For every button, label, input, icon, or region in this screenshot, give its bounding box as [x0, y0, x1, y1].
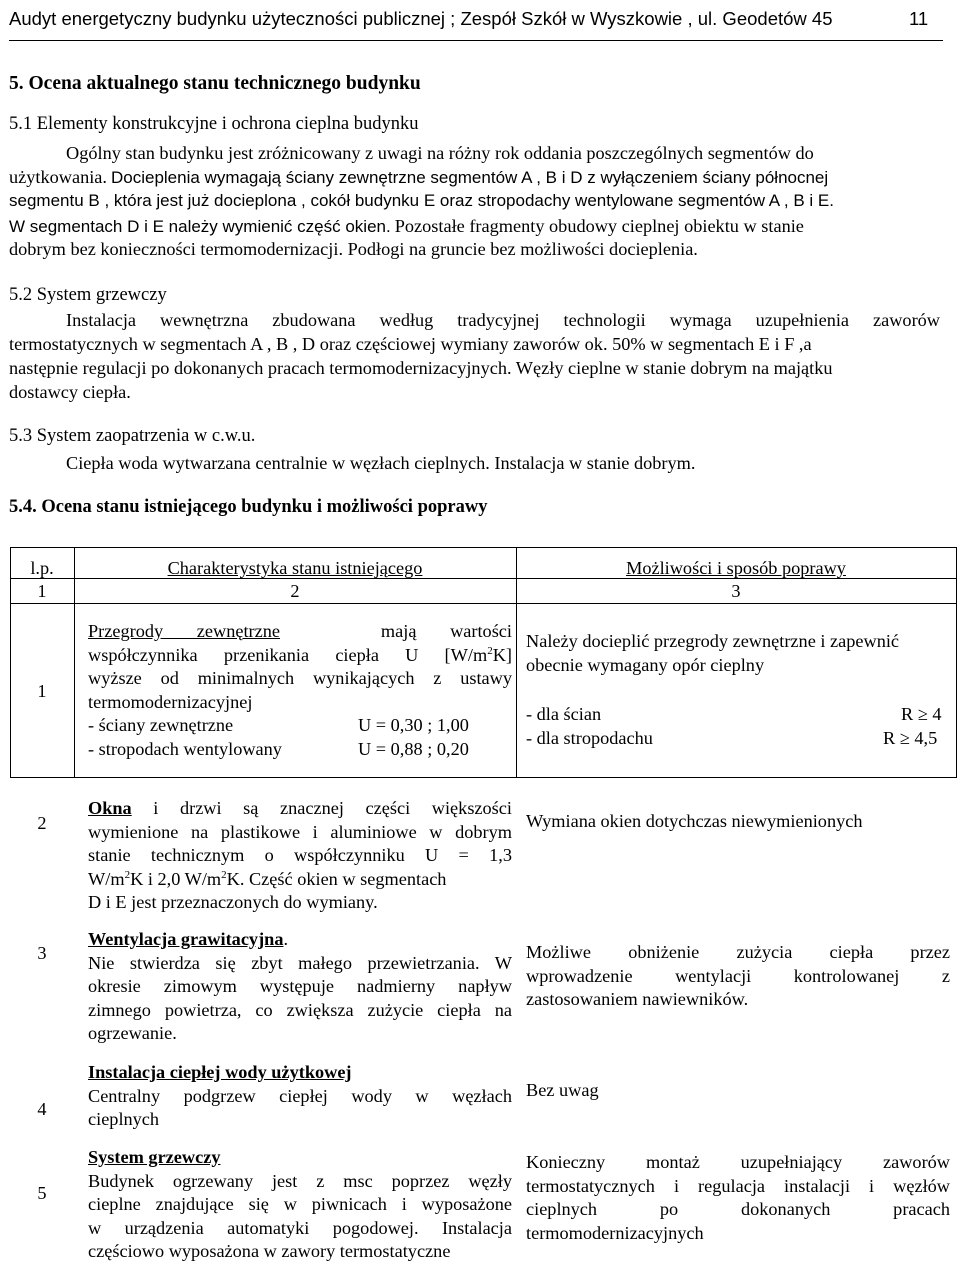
row-3-left-line-4: zimnego powietrza, co zwiększa zużycie ciepła na	[88, 999, 512, 1020]
s53-line-1: Ciepła woda wytwarzana centralnie w węzłach cieplnych. Instalacja w stanie dobrym.	[66, 453, 696, 473]
row-2-unit-1: W/m	[88, 868, 125, 889]
row-1-right-line-3	[526, 703, 950, 727]
row-1-wall-label: - ściany zewnętrzne	[88, 715, 234, 735]
row-3-right-line-2: wprowadzenie wentylacji kontrolowanej z	[526, 965, 950, 986]
row-1-left-line-6	[88, 738, 512, 762]
row-3-left-line-1	[88, 928, 512, 952]
row-5-improvements	[526, 1151, 950, 1245]
subsection-5-3-title: 5.3 System zaopatrzenia w c.w.u.	[9, 426, 256, 446]
row-1-left-line-4: termomodernizacyjnej	[88, 691, 253, 712]
s51-line-3: segmentu B , która jest już docieplona , cokół budynku E oraz stropodachy wentylowane segmentów A , B i E.	[9, 191, 834, 210]
row-2-left-line-2: wymienione na plastikowe i aluminiowe w dobrym	[88, 821, 512, 842]
row-3-left-line-3: okresie zimowym występuje nadmierny napływ	[88, 976, 512, 996]
table-border-right	[956, 547, 957, 778]
section-title: 5. Ocena aktualnego stanu technicznego budynku	[9, 73, 421, 94]
header-improvements-text: Możliwości i sposób poprawy	[626, 558, 846, 578]
row-2-unit-2: K i 2,0 W/m	[130, 868, 222, 889]
row-5-title: System grzewczy	[88, 1147, 221, 1167]
row-1-right-line-1: Należy docieplić przegrody zewnętrzne i zapewnić	[526, 631, 900, 651]
row-1-left-line-3: wyższe od minimalnych wynikających z ustawy	[88, 668, 512, 688]
row-3-characteristics	[88, 928, 512, 1046]
page-number: 11	[909, 8, 929, 29]
row-3-right-line-3: zastosowaniem nawiewników.	[526, 989, 749, 1009]
row-5-right-line-2: termostatycznych i regulacja instalacji i węzłów	[526, 1175, 950, 1196]
s51-line-1: Ogólny stan budynku jest zróżnicowany z uwagi na różny rok oddania poszczególnych segmentów do	[66, 143, 814, 163]
row-1-left-text-1: mają wartości	[380, 621, 512, 641]
row-4-lp: 4	[37, 1099, 47, 1119]
header-title: Audyt energetyczny budynku użyteczności publicznej ; Zespół Szkół w Wyszkowie , ul. Geodetów 45	[9, 8, 833, 29]
row-3-improvements	[526, 941, 950, 1012]
s51-line-2	[9, 166, 943, 190]
row-5-left-line-4: częściowo wyposażona w zawory termostatyczne	[88, 1241, 451, 1261]
row-4-title: Instalacja ciepłej wody użytkowej	[88, 1062, 352, 1082]
row-2-left-text-1: i drzwi są znacznej części większości	[153, 798, 512, 818]
row-2-title: Okna	[88, 798, 132, 818]
s51-line-2b: Docieplenia wymagają ściany zewnętrzne segmentów A , B i D z wyłączeniem ściany północnej	[110, 168, 829, 187]
s51-line-4b: Pozostałe fragmenty obudowy cieplnej obiektu w stanie	[394, 216, 804, 236]
row-5-right-line-3: cieplnych po dokonanych pracach	[526, 1199, 950, 1219]
header-lp	[10, 557, 74, 581]
subsection-5-2-title: 5.2 System grzewczy	[9, 285, 167, 305]
row-1-left-text-2: współczynnika przenikania ciepła U [W/m	[88, 644, 488, 665]
row-4-characteristics	[88, 1061, 512, 1132]
row-2-right-line-1: Wymiana okien dotychczas niewymienionych	[526, 811, 863, 831]
row-4-left-line-1: Centralny podgrzew ciepłej wody w węzłach	[88, 1085, 512, 1106]
row-2-improvements	[526, 810, 950, 834]
row-1-right-line-4	[526, 727, 950, 751]
row-1-right-line-2: obecnie wymagany opór cieplny	[526, 654, 765, 675]
row-4-improvements	[526, 1079, 950, 1103]
row-1-characteristics	[88, 620, 512, 761]
colnum-2: 2	[290, 581, 300, 601]
colnum-1: 1	[37, 581, 47, 601]
row-3-right-line-1: Możliwe obniżenie zużycia ciepła przez	[526, 942, 950, 962]
colnum-3: 3	[731, 581, 741, 601]
row-1-left-line-1	[88, 620, 512, 644]
row-2-sup-2: 2	[221, 868, 227, 881]
s52-line-2: termostatycznych w segmentach A , B , D oraz częściowej wymiany zaworów ok. 50% w segmentach E i F ,a	[9, 334, 812, 354]
row-1-title: Przegrody zewnętrzne	[88, 621, 280, 641]
row-2-left-line-5: D i E jest przeznaczonych do wymiany.	[88, 892, 378, 912]
row-1-roof-label: - stropodach wentylowany	[88, 738, 282, 759]
row-2-characteristics	[88, 797, 512, 915]
row-1-left-line-2	[88, 644, 512, 668]
row-2-lp: 2	[37, 813, 47, 833]
row-5-right-line-4: termomodernizacyjnych	[526, 1222, 704, 1243]
row-5-lp: 5	[37, 1183, 47, 1203]
subsection-5-4-title: 5.4. Ocena stanu istniejącego budynku i możliwości poprawy	[9, 497, 488, 517]
row-1-left-text-3: K]	[492, 644, 512, 665]
row-1-wall-value: U = 0,30 ; 1,00	[358, 715, 469, 735]
table-border-top	[10, 547, 957, 548]
row-1-improvements	[526, 630, 950, 750]
row-1-walls-r: R ≥ 4	[901, 704, 942, 724]
header-lp-text: l.p.	[30, 558, 54, 578]
s52-line-1: Instalacja wewnętrzna zbudowana według tradycyjnej technologii wymaga uzupełnienia zaworów	[66, 310, 940, 330]
assessment-table	[10, 547, 957, 1267]
row-5-left-line-3: w urządzenia automatyki pogodowej. Instalacja	[88, 1217, 512, 1238]
row-3-title-dot: .	[283, 929, 289, 949]
row-1-walls-label: - dla ścian	[526, 704, 602, 724]
subsection-5-1-title: 5.1 Elementy konstrukcyjne i ochrona cieplna budynku	[9, 114, 419, 134]
row-4-left-line-2: cieplnych	[88, 1109, 160, 1129]
row-2-left-text-rest: K. Część okien w segmentach	[226, 868, 447, 889]
s51-line-5: dobrym bez konieczności termomodernizacji. Podłogi na gruncie bez możliwości docieplenia.	[9, 239, 698, 259]
row-5-left-line-2: cieplne znajdujące się w piwnicach i wyposażone	[88, 1194, 512, 1214]
s51-line-2a: użytkowania.	[9, 167, 107, 187]
s51-line-4	[9, 215, 943, 239]
row-1-roof-value: U = 0,88 ; 0,20	[358, 738, 469, 759]
s51-line-4a: W segmentach D i E należy wymienić część okien.	[9, 217, 391, 236]
row-1-roof-label-r: - dla stropodachu	[526, 727, 653, 748]
row-2-sup-1: 2	[124, 868, 131, 881]
row-3-left-line-2: Nie stwierdza się zbyt małego przewietrzania. W	[88, 952, 512, 973]
row-3-lp: 3	[37, 943, 47, 963]
row-4-right-line-1: Bez uwag	[526, 1080, 599, 1100]
row-2-left-line-3: stanie technicznym o współczynniku U = 1,3	[88, 845, 512, 865]
header-characteristics-text: Charakterystyka stanu istniejącego	[167, 558, 423, 578]
row-5-left-line-1: Budynek ogrzewany jest z msc poprzez węzły	[88, 1170, 512, 1191]
s52-line-4: dostawcy ciepła.	[9, 382, 131, 402]
table-rule-row1	[10, 777, 957, 778]
row-1-roof-r: R ≥ 4,5	[883, 727, 938, 748]
row-2-left-line-1	[88, 797, 512, 821]
row-3-left-line-5: ogrzewanie.	[88, 1023, 177, 1043]
row-3-title: Wentylacja grawitacyjna	[88, 929, 284, 949]
row-1-left-line-5	[88, 714, 512, 738]
row-2-left-line-4	[88, 868, 512, 892]
row-5-characteristics	[88, 1146, 512, 1264]
header-characteristics	[74, 557, 516, 581]
row-1-lp: 1	[37, 681, 47, 701]
header-improvements	[516, 557, 956, 581]
row-1-superscript: 2	[487, 644, 493, 657]
row-5-right-line-1: Konieczny montaż uzupełniający zaworów	[526, 1152, 950, 1172]
s52-line-3: następnie regulacji po dokonanych pracach termomodernizacyjnych. Węzły cieplne w stanie dobrym na majątku	[9, 358, 833, 378]
page-header	[9, 0, 943, 41]
